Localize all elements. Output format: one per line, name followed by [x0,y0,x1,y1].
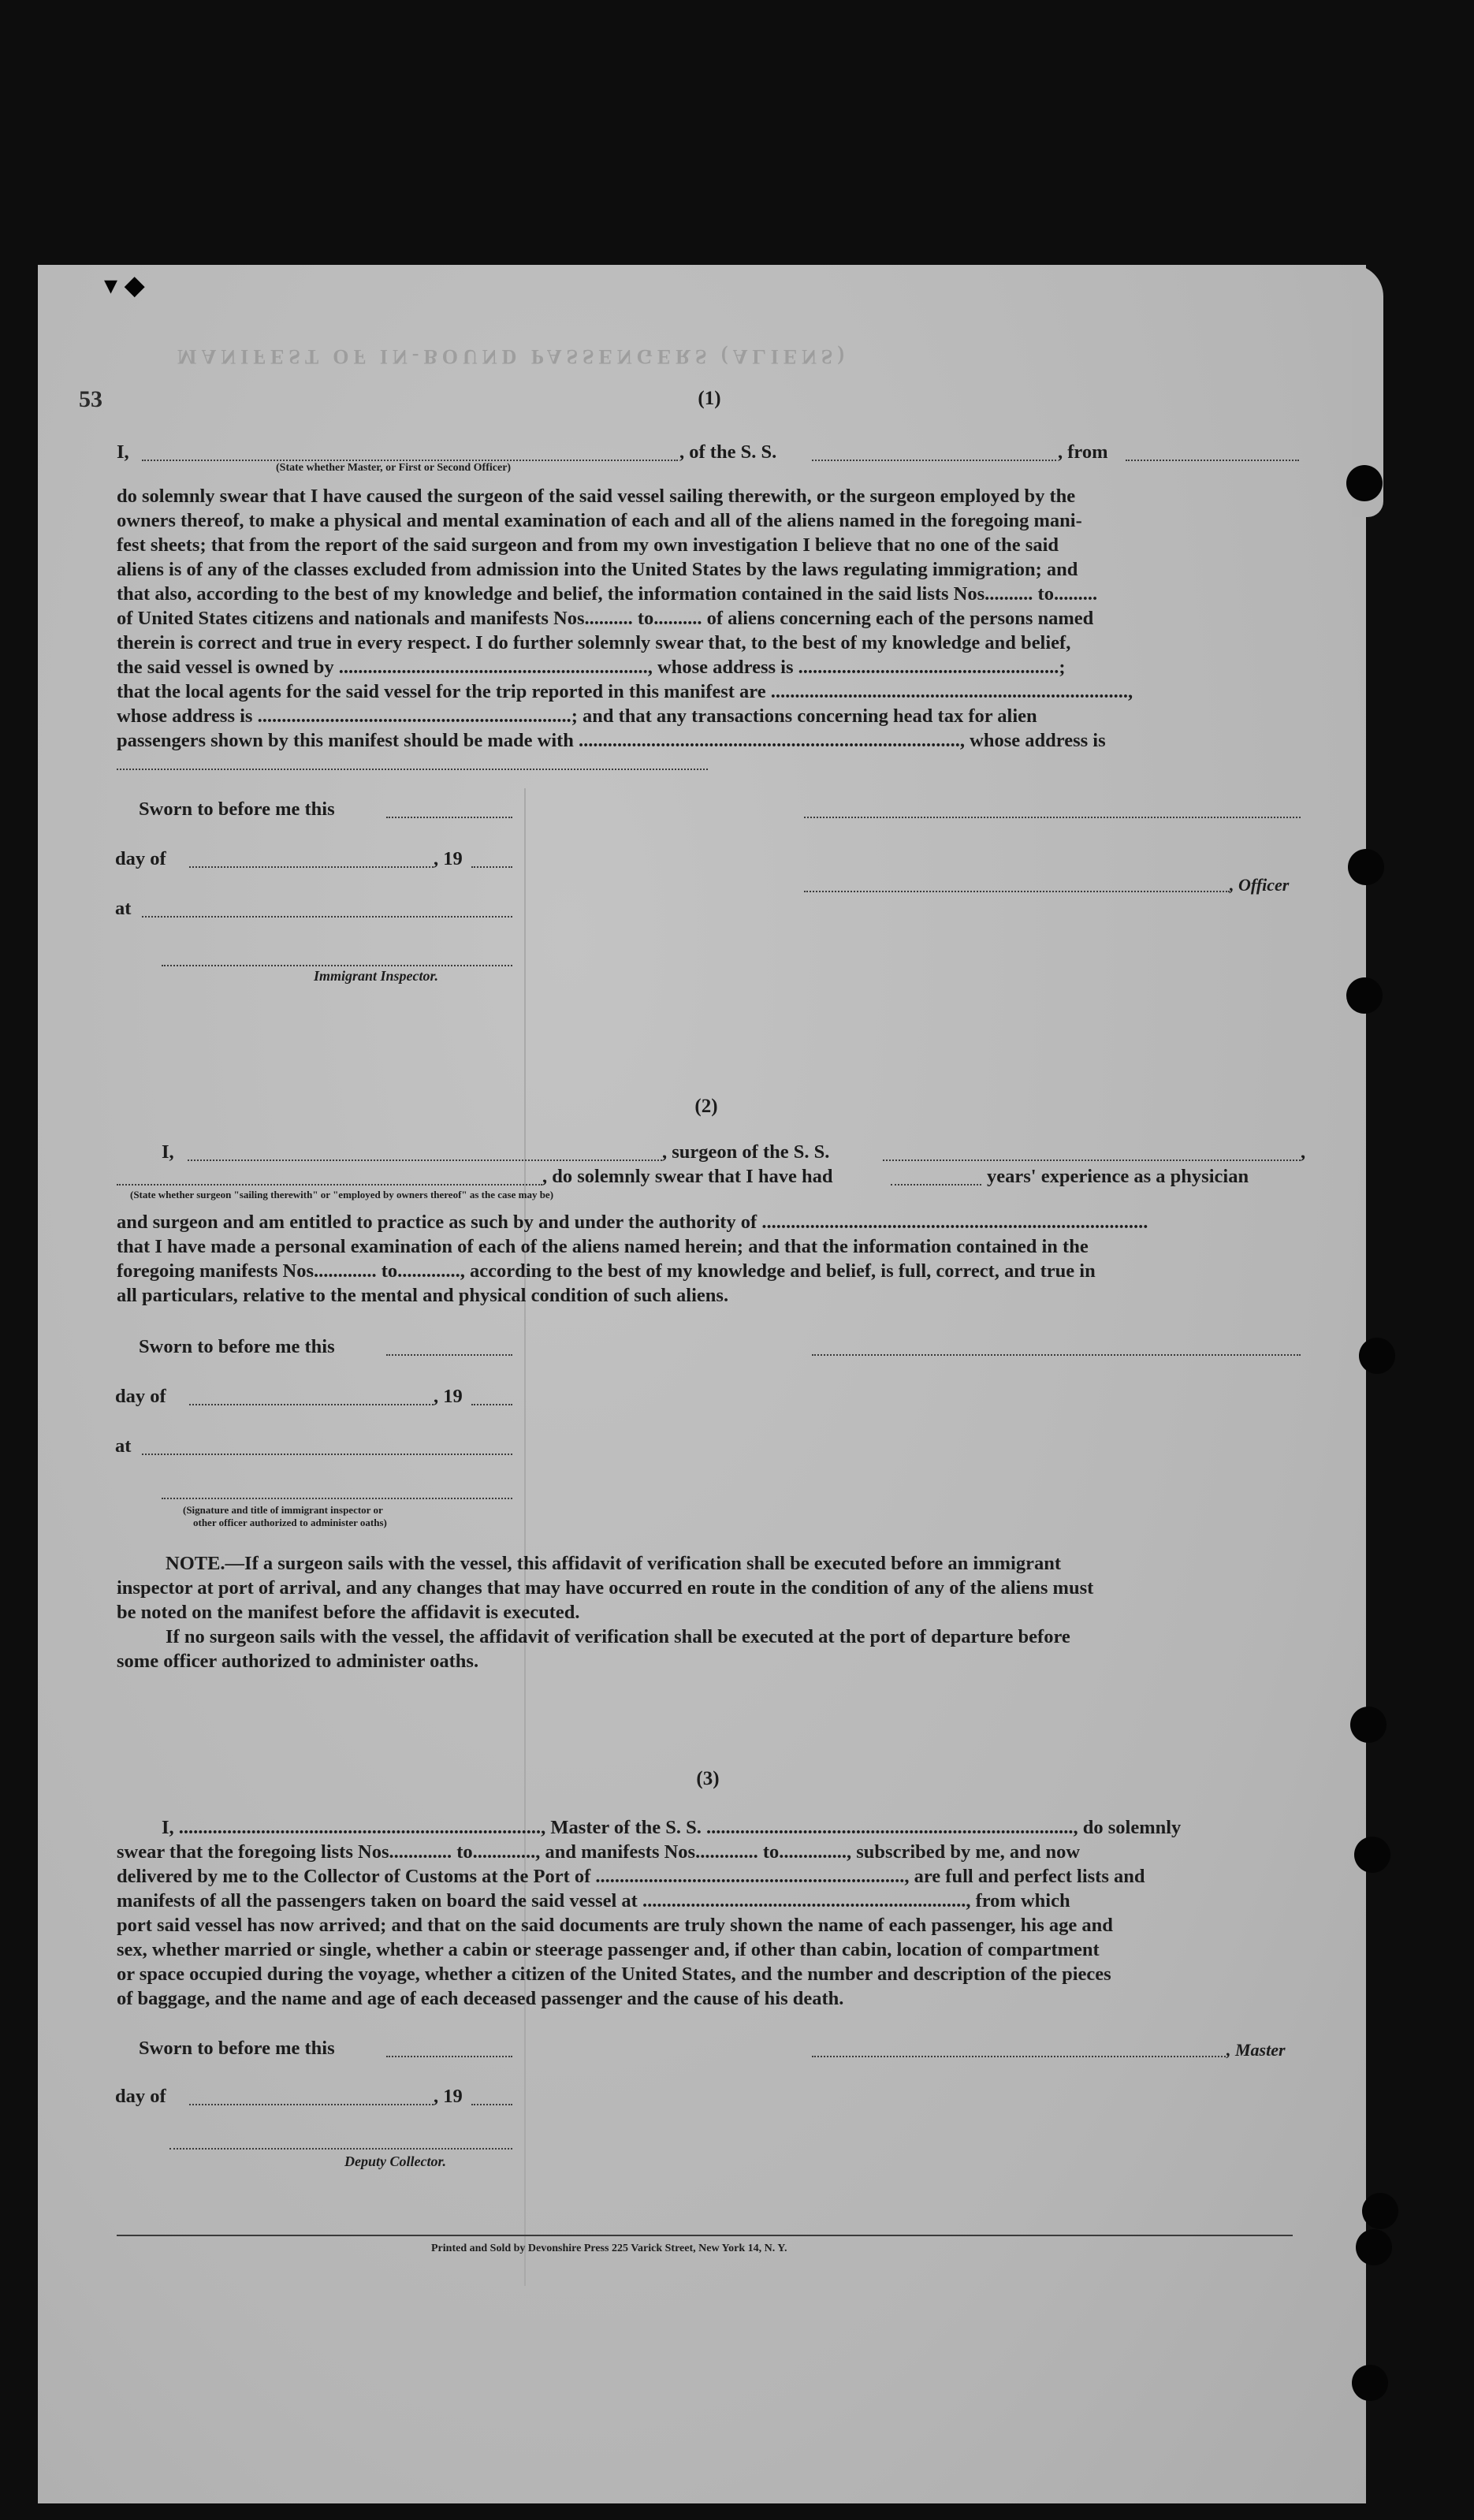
surgeon-oath-line: that I have made a personal examination of each of the aliens named herein; and that the information contained in the [117,1236,1089,1257]
surgeon-type-caption: (State whether surgeon "sailing therewith" or "employed by owners thereof" as the case may be) [130,1189,554,1200]
oath-line: do solemnly swear that I have caused the surgeon of the said vessel sailing therewith, or the surgeon employed by the [117,486,1076,507]
collector-signature-blank[interactable] [169,2148,512,2150]
surgeon-of-label: , surgeon of the S. S. [662,1141,830,1163]
signature-caption: (Signature and title of immigrant inspector or [183,1504,383,1516]
binder-hole [1354,1837,1390,1873]
section-number: (1) [698,388,721,409]
comma: , [1301,1141,1306,1163]
binder-hole [1348,849,1384,885]
binder-hole [1362,2193,1398,2229]
day-of-label: day of [115,1386,166,1407]
day-of-label: day of [115,848,166,869]
oath-line: the said vessel is owned by ................................................................, whose address is ......................................................; [117,657,1066,678]
immigrant-inspector-label: Immigrant Inspector. [314,968,439,984]
at-label: at [115,1435,132,1457]
day-of-label: day of [115,2086,166,2107]
deputy-collector-label: Deputy Collector. [344,2153,446,2169]
vessel-name-blank[interactable] [812,460,1056,461]
month-blank[interactable] [189,2104,434,2105]
sworn-date-blank[interactable] [386,1354,512,1356]
surgeon-swear-label: , do solemnly swear that I have had [542,1166,833,1187]
corner-mark: ▾ ◆ [104,271,145,300]
note-line: some officer authorized to administer oaths. [117,1651,479,1672]
sworn-label: Sworn to before me this [139,798,335,820]
surgeon-vessel-blank[interactable] [883,1159,1301,1161]
oath-line: aliens is of any of the classes excluded from admission into the United States by the laws regulating immigration; and [117,559,1078,580]
surgeon-oath-line: and surgeon and am entitled to practice as such by and under the authority of ................................................................................ [117,1212,1148,1233]
master-oath-line: or space occupied during the voyage, whether a citizen of the United States, and the number and description of the pieces [117,1964,1111,1985]
oath-line: passengers shown by this manifest should be made with ..............................................................................., whose address is [117,730,1106,751]
from-label: , from [1058,441,1108,463]
signature-caption: other officer authorized to administer oaths) [193,1517,387,1528]
master-oath-line: manifests of all the passengers taken on board the said vessel at ..................................................................., from which [117,1890,1070,1911]
binder-hole [1346,977,1383,1014]
binder-hole [1356,2229,1392,2265]
inspector-signature-blank[interactable] [162,965,512,966]
faded-form-title: MANIFEST OF IN-BOUND PASSENGERS (ALIENS) [177,345,850,368]
oath-line: that the local agents for the said vessel for the trip reported in this manifest are .........................................................................., [117,681,1133,702]
vessel-label: , of the S. S. [679,441,777,463]
master-oath-line: port said vessel has now arrived; and that on the said documents are truly shown the name of each passenger, his age and [117,1915,1113,1936]
binder-hole [1346,465,1383,501]
oath-line: therein is correct and true in every respect. I do further solemnly swear that, to the best of my knowledge and belief, [117,632,1071,653]
officer-signature-top-blank[interactable] [804,817,1301,818]
footer-rule [117,2235,1293,2236]
surgeon-signature-blank[interactable] [812,1354,1301,1356]
years-experience-label: years' experience as a physician [987,1166,1249,1187]
binder-hole [1359,1338,1395,1374]
surgeon-oath-line: foregoing manifests Nos............. to............., according to the best of my knowledge and belief, is full, correct, and true in [117,1260,1096,1282]
years-blank[interactable] [891,1184,981,1186]
surgeon-oath-line: all particulars, relative to the mental and physical condition of such aliens. [117,1285,729,1306]
year-label: , 19 [434,848,463,869]
note-line: If no surgeon sails with the vessel, the affidavit of verification shall be executed at the port of departure before [166,1626,1070,1647]
month-blank[interactable] [189,1404,434,1405]
master-oath-line: I, ..........................................................................., Master of the S. S. ............................................................................, do solemnly [162,1817,1182,1838]
note-line: be noted on the manifest before the affidavit is executed. [117,1602,580,1623]
printer-imprint: Printed and Sold by Devonshire Press 225 Varick Street, New York 14, N. Y. [431,2243,787,2254]
binder-hole [1350,1707,1387,1743]
surgeon-type-blank[interactable] [117,1184,542,1186]
officer-rank-caption: (State whether Master, or First or Second Officer) [276,462,512,474]
master-oath-line: sex, whether married or single, whether a cabin or steerage passenger and, if other than cabin, location of compartment [117,1939,1100,1960]
master-oath-line: swear that the foregoing lists Nos............. to............., and manifests Nos............. to.............., subscribed by me, and now [117,1841,1081,1863]
year-label: , 19 [434,2086,463,2107]
page-number: 53 [79,386,102,412]
oath-line: that also, according to the best of my knowledge and belief, the information contained in the said lists Nos.......... to......... [117,583,1098,605]
year-blank[interactable] [471,2104,512,2105]
surgeon-intro-i: I, [162,1141,174,1163]
officer-label: , Officer [1230,875,1290,895]
place-blank[interactable] [142,916,512,918]
at-label: at [115,898,132,919]
oath-line: whose address is .................................................................; and that any transactions concerning head tax for alien [117,705,1037,727]
officer-signature-blank[interactable] [804,891,1230,892]
note-line: inspector at port of arrival, and any changes that may have occurred en route in the condition of any of the aliens must [117,1577,1094,1599]
section-number: (3) [696,1768,720,1789]
binder-hole [1352,2365,1388,2401]
oath-line: of United States citizens and nationals and manifests Nos.......... to.......... of aliens concerning each of the persons named [117,608,1094,629]
from-port-blank[interactable] [1126,460,1299,461]
oath-line: fest sheets; that from the report of the said surgeon and from my own investigation I believe that no one of the said [117,534,1059,556]
master-oath-line: delivered by me to the Collector of Customs at the Port of ................................................................, are full and perfect lists and [117,1866,1145,1887]
sworn-label: Sworn to before me this [139,2038,335,2059]
month-blank[interactable] [189,866,434,868]
section-number: (2) [694,1096,718,1117]
address-continuation-blank[interactable] [117,769,708,770]
place-blank[interactable] [142,1454,512,1455]
sworn-label: Sworn to before me this [139,1336,335,1357]
sworn-date-blank[interactable] [386,817,512,818]
master-label: , Master [1226,2040,1286,2060]
year-blank[interactable] [471,866,512,868]
oath-line: owners thereof, to make a physical and mental examination of each and all of the aliens named in the foregoing mani- [117,510,1082,531]
year-label: , 19 [434,1386,463,1407]
surgeon-name-blank[interactable] [188,1159,662,1161]
master-name-blank[interactable] [142,460,678,461]
master-oath-line: of baggage, and the name and age of each deceased passenger and the cause of his death. [117,1988,844,2009]
sworn-date-blank[interactable] [386,2056,512,2057]
master-signature-blank[interactable] [812,2056,1226,2057]
fold-line [524,788,526,2286]
inspector-signature-blank[interactable] [162,1498,512,1499]
year-blank[interactable] [471,1404,512,1405]
note-line: NOTE.—If a surgeon sails with the vessel, this affidavit of verification shall be executed before an immigrant [166,1553,1062,1574]
oath-intro-i: I, [117,441,129,463]
